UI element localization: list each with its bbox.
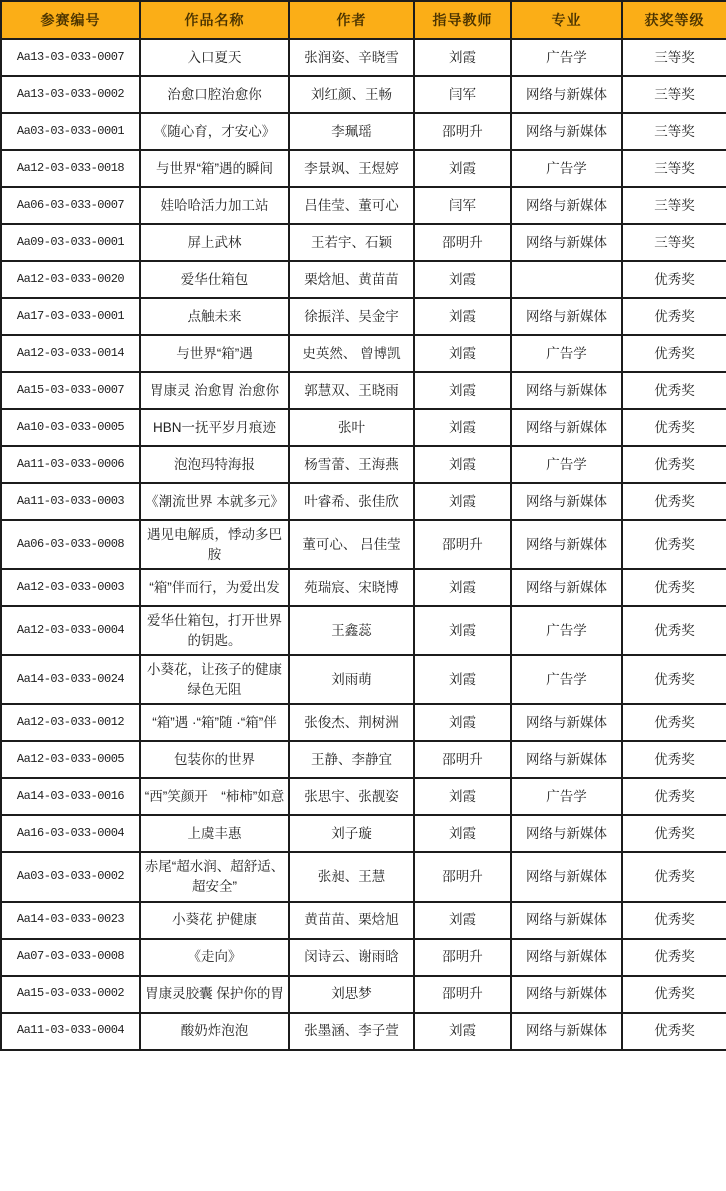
cell-major: 网络与新媒体	[511, 520, 622, 569]
cell-adv: 刘霞	[414, 483, 511, 520]
cell-adv: 邵明升	[414, 852, 511, 901]
cell-author: 徐振洋、吴金宇	[289, 298, 414, 335]
cell-award: 优秀奖	[622, 606, 726, 655]
cell-major: 网络与新媒体	[511, 372, 622, 409]
cell-id: Aa11-03-033-0006	[1, 446, 140, 483]
cell-major: 广告学	[511, 335, 622, 372]
cell-id: Aa09-03-033-0001	[1, 224, 140, 261]
cell-award: 优秀奖	[622, 261, 726, 298]
cell-award: 优秀奖	[622, 976, 726, 1013]
cell-award: 优秀奖	[622, 655, 726, 704]
table-row	[1, 939, 726, 976]
cell-author: 王静、李静宜	[289, 741, 414, 778]
cell-adv: 刘霞	[414, 778, 511, 815]
cell-award: 三等奖	[622, 39, 726, 76]
cell-title: 《随心育，才安心》	[140, 113, 289, 150]
cell-adv: 刘霞	[414, 298, 511, 335]
cell-title: 屏上武林	[140, 224, 289, 261]
column-header-award: 获奖等级	[622, 1, 726, 39]
column-header-adv: 指导教师	[414, 1, 511, 39]
cell-author: 李景飒、王煜婷	[289, 150, 414, 187]
cell-author: 张思宇、张靓姿	[289, 778, 414, 815]
cell-award: 优秀奖	[622, 520, 726, 569]
cell-adv: 刘霞	[414, 372, 511, 409]
cell-adv: 邵明升	[414, 520, 511, 569]
cell-author: 杨雪蕾、王海燕	[289, 446, 414, 483]
cell-major: 网络与新媒体	[511, 939, 622, 976]
cell-title: 胃康灵胶囊 保护你的胃	[140, 976, 289, 1013]
cell-award: 优秀奖	[622, 1013, 726, 1050]
cell-author: 黄苗苗、栗焓旭	[289, 902, 414, 939]
cell-award: 优秀奖	[622, 815, 726, 852]
cell-major: 网络与新媒体	[511, 483, 622, 520]
cell-id: Aa12-03-033-0020	[1, 261, 140, 298]
cell-id: Aa14-03-033-0023	[1, 902, 140, 939]
cell-title: 与世界“箱”遇	[140, 335, 289, 372]
cell-award: 优秀奖	[622, 335, 726, 372]
table-row	[1, 261, 726, 298]
cell-title: 入口夏天	[140, 39, 289, 76]
table-row	[1, 335, 726, 372]
cell-adv: 邵明升	[414, 113, 511, 150]
cell-title: 包装你的世界	[140, 741, 289, 778]
cell-award: 优秀奖	[622, 409, 726, 446]
cell-author: 张墨涵、李子萱	[289, 1013, 414, 1050]
cell-award: 优秀奖	[622, 446, 726, 483]
cell-adv: 刘霞	[414, 815, 511, 852]
cell-author: 苑瑞宸、宋晓博	[289, 569, 414, 606]
cell-author: 吕佳莹、董可心	[289, 187, 414, 224]
table-row	[1, 815, 726, 852]
cell-adv: 刘霞	[414, 446, 511, 483]
column-header-major: 专业	[511, 1, 622, 39]
cell-author: 董可心、 吕佳莹	[289, 520, 414, 569]
table-row	[1, 483, 726, 520]
table-row	[1, 409, 726, 446]
cell-major: 网络与新媒体	[511, 976, 622, 1013]
table-row	[1, 569, 726, 606]
cell-author: 刘雨萌	[289, 655, 414, 704]
cell-id: Aa14-03-033-0024	[1, 655, 140, 704]
cell-major: 网络与新媒体	[511, 113, 622, 150]
cell-award: 优秀奖	[622, 704, 726, 741]
cell-major: 网络与新媒体	[511, 1013, 622, 1050]
table-header	[1, 1, 726, 39]
cell-major: 网络与新媒体	[511, 224, 622, 261]
cell-id: Aa12-03-033-0012	[1, 704, 140, 741]
cell-major	[511, 261, 622, 298]
cell-adv: 刘霞	[414, 150, 511, 187]
cell-id: Aa03-03-033-0001	[1, 113, 140, 150]
cell-award: 三等奖	[622, 224, 726, 261]
cell-author: 王若宇、石颖	[289, 224, 414, 261]
table-row	[1, 372, 726, 409]
cell-adv: 刘霞	[414, 655, 511, 704]
cell-award: 优秀奖	[622, 569, 726, 606]
table-row	[1, 778, 726, 815]
cell-major: 网络与新媒体	[511, 187, 622, 224]
table-row	[1, 39, 726, 76]
cell-award: 三等奖	[622, 187, 726, 224]
cell-adv: 刘霞	[414, 335, 511, 372]
cell-title: 《潮流世界 本就多元》	[140, 483, 289, 520]
table-row	[1, 224, 726, 261]
cell-title: 小葵花 护健康	[140, 902, 289, 939]
cell-title: 娃哈哈活力加工站	[140, 187, 289, 224]
cell-title: HBN一抚平岁月痕迹	[140, 409, 289, 446]
cell-adv: 刘霞	[414, 704, 511, 741]
cell-adv: 刘霞	[414, 409, 511, 446]
table-row	[1, 741, 726, 778]
cell-title: 上虞丰惠	[140, 815, 289, 852]
cell-award: 优秀奖	[622, 852, 726, 901]
cell-title: “箱”伴而行，为爱出发	[140, 569, 289, 606]
cell-adv: 邵明升	[414, 741, 511, 778]
cell-adv: 邵明升	[414, 976, 511, 1013]
cell-major: 网络与新媒体	[511, 76, 622, 113]
cell-title: 遇见电解质，悸动多巴胺	[140, 520, 289, 569]
table-row	[1, 655, 726, 704]
column-header-author: 作者	[289, 1, 414, 39]
cell-id: Aa12-03-033-0014	[1, 335, 140, 372]
cell-title: 爱华仕箱包	[140, 261, 289, 298]
cell-id: Aa16-03-033-0004	[1, 815, 140, 852]
cell-title: “箱”遇 ·“箱”随 ·“箱”伴	[140, 704, 289, 741]
cell-id: Aa06-03-033-0007	[1, 187, 140, 224]
cell-adv: 闫军	[414, 76, 511, 113]
table-header-row	[1, 1, 726, 39]
cell-award: 优秀奖	[622, 939, 726, 976]
cell-title: 点触未来	[140, 298, 289, 335]
cell-major: 广告学	[511, 778, 622, 815]
cell-adv: 刘霞	[414, 261, 511, 298]
cell-award: 三等奖	[622, 113, 726, 150]
cell-author: 刘子璇	[289, 815, 414, 852]
cell-award: 优秀奖	[622, 483, 726, 520]
cell-author: 史英然、 曾博凯	[289, 335, 414, 372]
table-row	[1, 976, 726, 1013]
cell-id: Aa10-03-033-0005	[1, 409, 140, 446]
cell-adv: 邵明升	[414, 939, 511, 976]
cell-award: 优秀奖	[622, 298, 726, 335]
cell-major: 网络与新媒体	[511, 902, 622, 939]
cell-major: 广告学	[511, 446, 622, 483]
table-row	[1, 150, 726, 187]
cell-id: Aa15-03-033-0007	[1, 372, 140, 409]
cell-author: 刘思梦	[289, 976, 414, 1013]
cell-major: 广告学	[511, 150, 622, 187]
cell-id: Aa07-03-033-0008	[1, 939, 140, 976]
cell-title: 治愈口腔治愈你	[140, 76, 289, 113]
cell-id: Aa11-03-033-0004	[1, 1013, 140, 1050]
cell-id: Aa15-03-033-0002	[1, 976, 140, 1013]
cell-author: 张润姿、辛晓雪	[289, 39, 414, 76]
cell-award: 三等奖	[622, 150, 726, 187]
cell-adv: 刘霞	[414, 606, 511, 655]
table-row	[1, 520, 726, 569]
cell-award: 优秀奖	[622, 778, 726, 815]
cell-award: 三等奖	[622, 76, 726, 113]
column-header-id: 参赛编号	[1, 1, 140, 39]
cell-title: 小葵花，让孩子的健康绿色无阻	[140, 655, 289, 704]
cell-major: 网络与新媒体	[511, 409, 622, 446]
cell-id: Aa12-03-033-0005	[1, 741, 140, 778]
table-row	[1, 76, 726, 113]
cell-id: Aa12-03-033-0003	[1, 569, 140, 606]
cell-title: “西”笑颜开 “柿柿”如意	[140, 778, 289, 815]
cell-title: 《走向》	[140, 939, 289, 976]
cell-adv: 刘霞	[414, 569, 511, 606]
cell-title: 爱华仕箱包，打开世界的钥匙。	[140, 606, 289, 655]
cell-title: 酸奶炸泡泡	[140, 1013, 289, 1050]
cell-title: 泡泡玛特海报	[140, 446, 289, 483]
table-row	[1, 446, 726, 483]
cell-author: 王鑫蕊	[289, 606, 414, 655]
cell-author: 张昶、王慧	[289, 852, 414, 901]
table-row	[1, 1013, 726, 1050]
cell-major: 广告学	[511, 606, 622, 655]
cell-major: 网络与新媒体	[511, 741, 622, 778]
cell-author: 张叶	[289, 409, 414, 446]
cell-author: 张俊杰、荆树洲	[289, 704, 414, 741]
table-row	[1, 704, 726, 741]
cell-major: 广告学	[511, 655, 622, 704]
cell-id: Aa12-03-033-0018	[1, 150, 140, 187]
cell-id: Aa14-03-033-0016	[1, 778, 140, 815]
cell-author: 郭慧双、王晓雨	[289, 372, 414, 409]
cell-award: 优秀奖	[622, 902, 726, 939]
table-row	[1, 298, 726, 335]
cell-major: 网络与新媒体	[511, 852, 622, 901]
cell-title: 与世界“箱”遇的瞬间	[140, 150, 289, 187]
cell-title: 胃康灵 治愈胃 治愈你	[140, 372, 289, 409]
table-body	[1, 39, 726, 1050]
cell-author: 栗焓旭、黄苗苗	[289, 261, 414, 298]
cell-adv: 闫军	[414, 187, 511, 224]
table-row	[1, 606, 726, 655]
cell-major: 网络与新媒体	[511, 815, 622, 852]
cell-author: 叶睿希、张佳欣	[289, 483, 414, 520]
table-row	[1, 113, 726, 150]
cell-author: 闵诗云、谢雨晗	[289, 939, 414, 976]
cell-major: 网络与新媒体	[511, 298, 622, 335]
cell-id: Aa03-03-033-0002	[1, 852, 140, 901]
cell-id: Aa13-03-033-0002	[1, 76, 140, 113]
cell-id: Aa06-03-033-0008	[1, 520, 140, 569]
column-header-title: 作品名称	[140, 1, 289, 39]
table-row	[1, 902, 726, 939]
cell-major: 网络与新媒体	[511, 569, 622, 606]
table-row	[1, 187, 726, 224]
cell-id: Aa17-03-033-0001	[1, 298, 140, 335]
cell-adv: 刘霞	[414, 902, 511, 939]
cell-id: Aa12-03-033-0004	[1, 606, 140, 655]
cell-id: Aa13-03-033-0007	[1, 39, 140, 76]
cell-major: 广告学	[511, 39, 622, 76]
table-row	[1, 852, 726, 901]
cell-award: 优秀奖	[622, 741, 726, 778]
cell-author: 李珮瑶	[289, 113, 414, 150]
cell-major: 网络与新媒体	[511, 704, 622, 741]
cell-id: Aa11-03-033-0003	[1, 483, 140, 520]
cell-author: 刘红颜、王畅	[289, 76, 414, 113]
cell-adv: 邵明升	[414, 224, 511, 261]
cell-adv: 刘霞	[414, 39, 511, 76]
cell-title: 赤尾“超水润、超舒适、超安全”	[140, 852, 289, 901]
cell-award: 优秀奖	[622, 372, 726, 409]
cell-adv: 刘霞	[414, 1013, 511, 1050]
